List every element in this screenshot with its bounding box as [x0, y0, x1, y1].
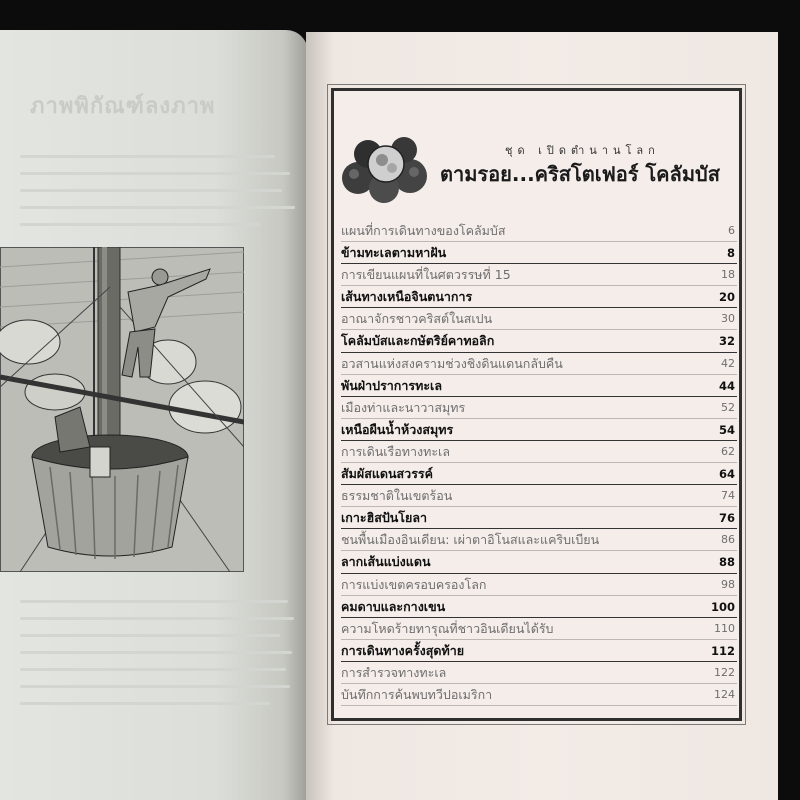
- toc-entry-page: 88: [718, 555, 735, 570]
- toc-entry-title: ข้ามทะเลตามหาฝัน: [341, 245, 447, 261]
- series-label: ชุด เปิดตำนานโลก: [505, 144, 660, 157]
- toc-entry-page: 74: [721, 489, 735, 503]
- toc-entry: [341, 640, 737, 662]
- toc-entry-page: 64: [718, 467, 735, 482]
- toc-entry-page: 98: [721, 577, 735, 591]
- toc-entry-title: การเดินเรือทางทะเล: [341, 443, 450, 459]
- toc-entry-title: สัมผัสแดนสวรรค์: [341, 466, 433, 482]
- toc-entry-title: ชนพื้นเมืองอินเดียน: เผ่าตาอิโนสและแคริบเบียน: [341, 532, 600, 548]
- toc-entry-page: 30: [721, 312, 735, 326]
- toc-list: [341, 220, 737, 706]
- toc-entry: [341, 507, 737, 529]
- toc-entry-title: ธรรมชาติในเขตร้อน: [341, 488, 453, 504]
- toc-entry: [341, 618, 737, 640]
- toc-entry-title: ลากเส้นแบ่งแดน: [341, 554, 431, 570]
- toc-entry: [341, 397, 737, 419]
- toc-entry-page: 8: [726, 246, 735, 261]
- toc-entry: [341, 662, 737, 684]
- toc-entry-page: 122: [714, 665, 735, 679]
- toc-entry-page: 124: [714, 687, 735, 701]
- toc-entry: [341, 286, 737, 308]
- toc-entry: [341, 574, 737, 596]
- toc-entry: [341, 308, 737, 330]
- toc-entry-title: แผนที่การเดินทางของโคลัมบัส: [341, 223, 506, 238]
- toc-entry-title: การเขียนแผนที่ในศตวรรษที่ 15: [341, 267, 511, 283]
- fruit-cluster-icon: [338, 130, 430, 208]
- toc-entry-title: เหนือผืนน้ำห้วงสมุทร: [341, 421, 454, 437]
- toc-entry-title: คมดาบและกางเขน: [341, 598, 446, 614]
- toc-entry: [341, 485, 737, 507]
- toc-entry-page: 44: [718, 378, 735, 393]
- toc-entry: [341, 220, 737, 242]
- toc-entry-title: การสำรวจทางทะเล: [341, 664, 447, 680]
- toc-entry-title: โคลัมบัสและกษัตริย์คาทอลิก: [341, 333, 495, 349]
- toc-entry: [341, 463, 737, 485]
- toc-entry-title: อวสานแห่งสงครามช่วงชิงดินแดนกลับคืน: [341, 355, 563, 371]
- toc-entry-page: 76: [718, 511, 735, 526]
- toc-entry: [341, 684, 737, 706]
- toc-entry-title: ความโหดร้ายทารุณที่ชาวอินเดียนได้รับ: [341, 620, 554, 636]
- toc-entry-page: 42: [721, 356, 735, 370]
- toc-entry-title: บันทึกการค้นพบทวีปอเมริกา: [341, 686, 493, 702]
- toc-entry-page: 86: [721, 533, 735, 547]
- toc-entry: [341, 551, 737, 573]
- toc-entry-page: 110: [714, 621, 735, 635]
- left-page-heading: ภาพพิกัณฑ์ลงภาพ: [30, 94, 216, 119]
- toc-entry-title: เส้นทางเหนือจินตนาการ: [341, 289, 473, 305]
- toc-entry: [341, 596, 737, 618]
- toc-entry-page: 62: [721, 444, 735, 458]
- toc-entry-title: พันฝ่าปราการทะเล: [341, 377, 442, 393]
- toc-entry-page: 52: [721, 400, 735, 414]
- toc-entry-page: 6: [728, 224, 735, 237]
- toc-entry-page: 20: [718, 290, 735, 305]
- toc-entry-title: เกาะฮิสปันโยลา: [341, 510, 428, 526]
- toc-entry: [341, 264, 737, 286]
- toc-entry-page: 112: [710, 643, 735, 658]
- toc-entry: [341, 353, 737, 375]
- toc-entry-title: การแบ่งเขตครอบครองโลก: [341, 576, 487, 592]
- toc-entry-page: 32: [718, 334, 735, 349]
- toc-entry-title: เมืองท่าและนาวาสมุทร: [341, 399, 466, 415]
- toc-entry: [341, 375, 737, 397]
- toc-entry-page: 18: [721, 268, 735, 282]
- left-page-faded-text-top: [20, 155, 300, 240]
- toc-entry: [341, 330, 737, 352]
- toc-entry-page: 100: [710, 599, 735, 614]
- toc-entry-page: 54: [718, 422, 735, 437]
- toc-entry-title: อาณาจักรชาวคริสต์ในสเปน: [341, 311, 493, 327]
- toc-entry: [341, 441, 737, 463]
- book-title: ตามรอย...คริสโตเฟอร์ โคลัมบัส: [440, 162, 720, 186]
- crows-nest-illustration: [0, 247, 244, 572]
- toc-entry: [341, 419, 737, 441]
- toc-entry: [341, 242, 737, 264]
- toc-entry-title: การเดินทางครั้งสุดท้าย: [341, 642, 465, 658]
- left-page-faded-text-bottom: [20, 600, 300, 719]
- toc-entry: [341, 529, 737, 551]
